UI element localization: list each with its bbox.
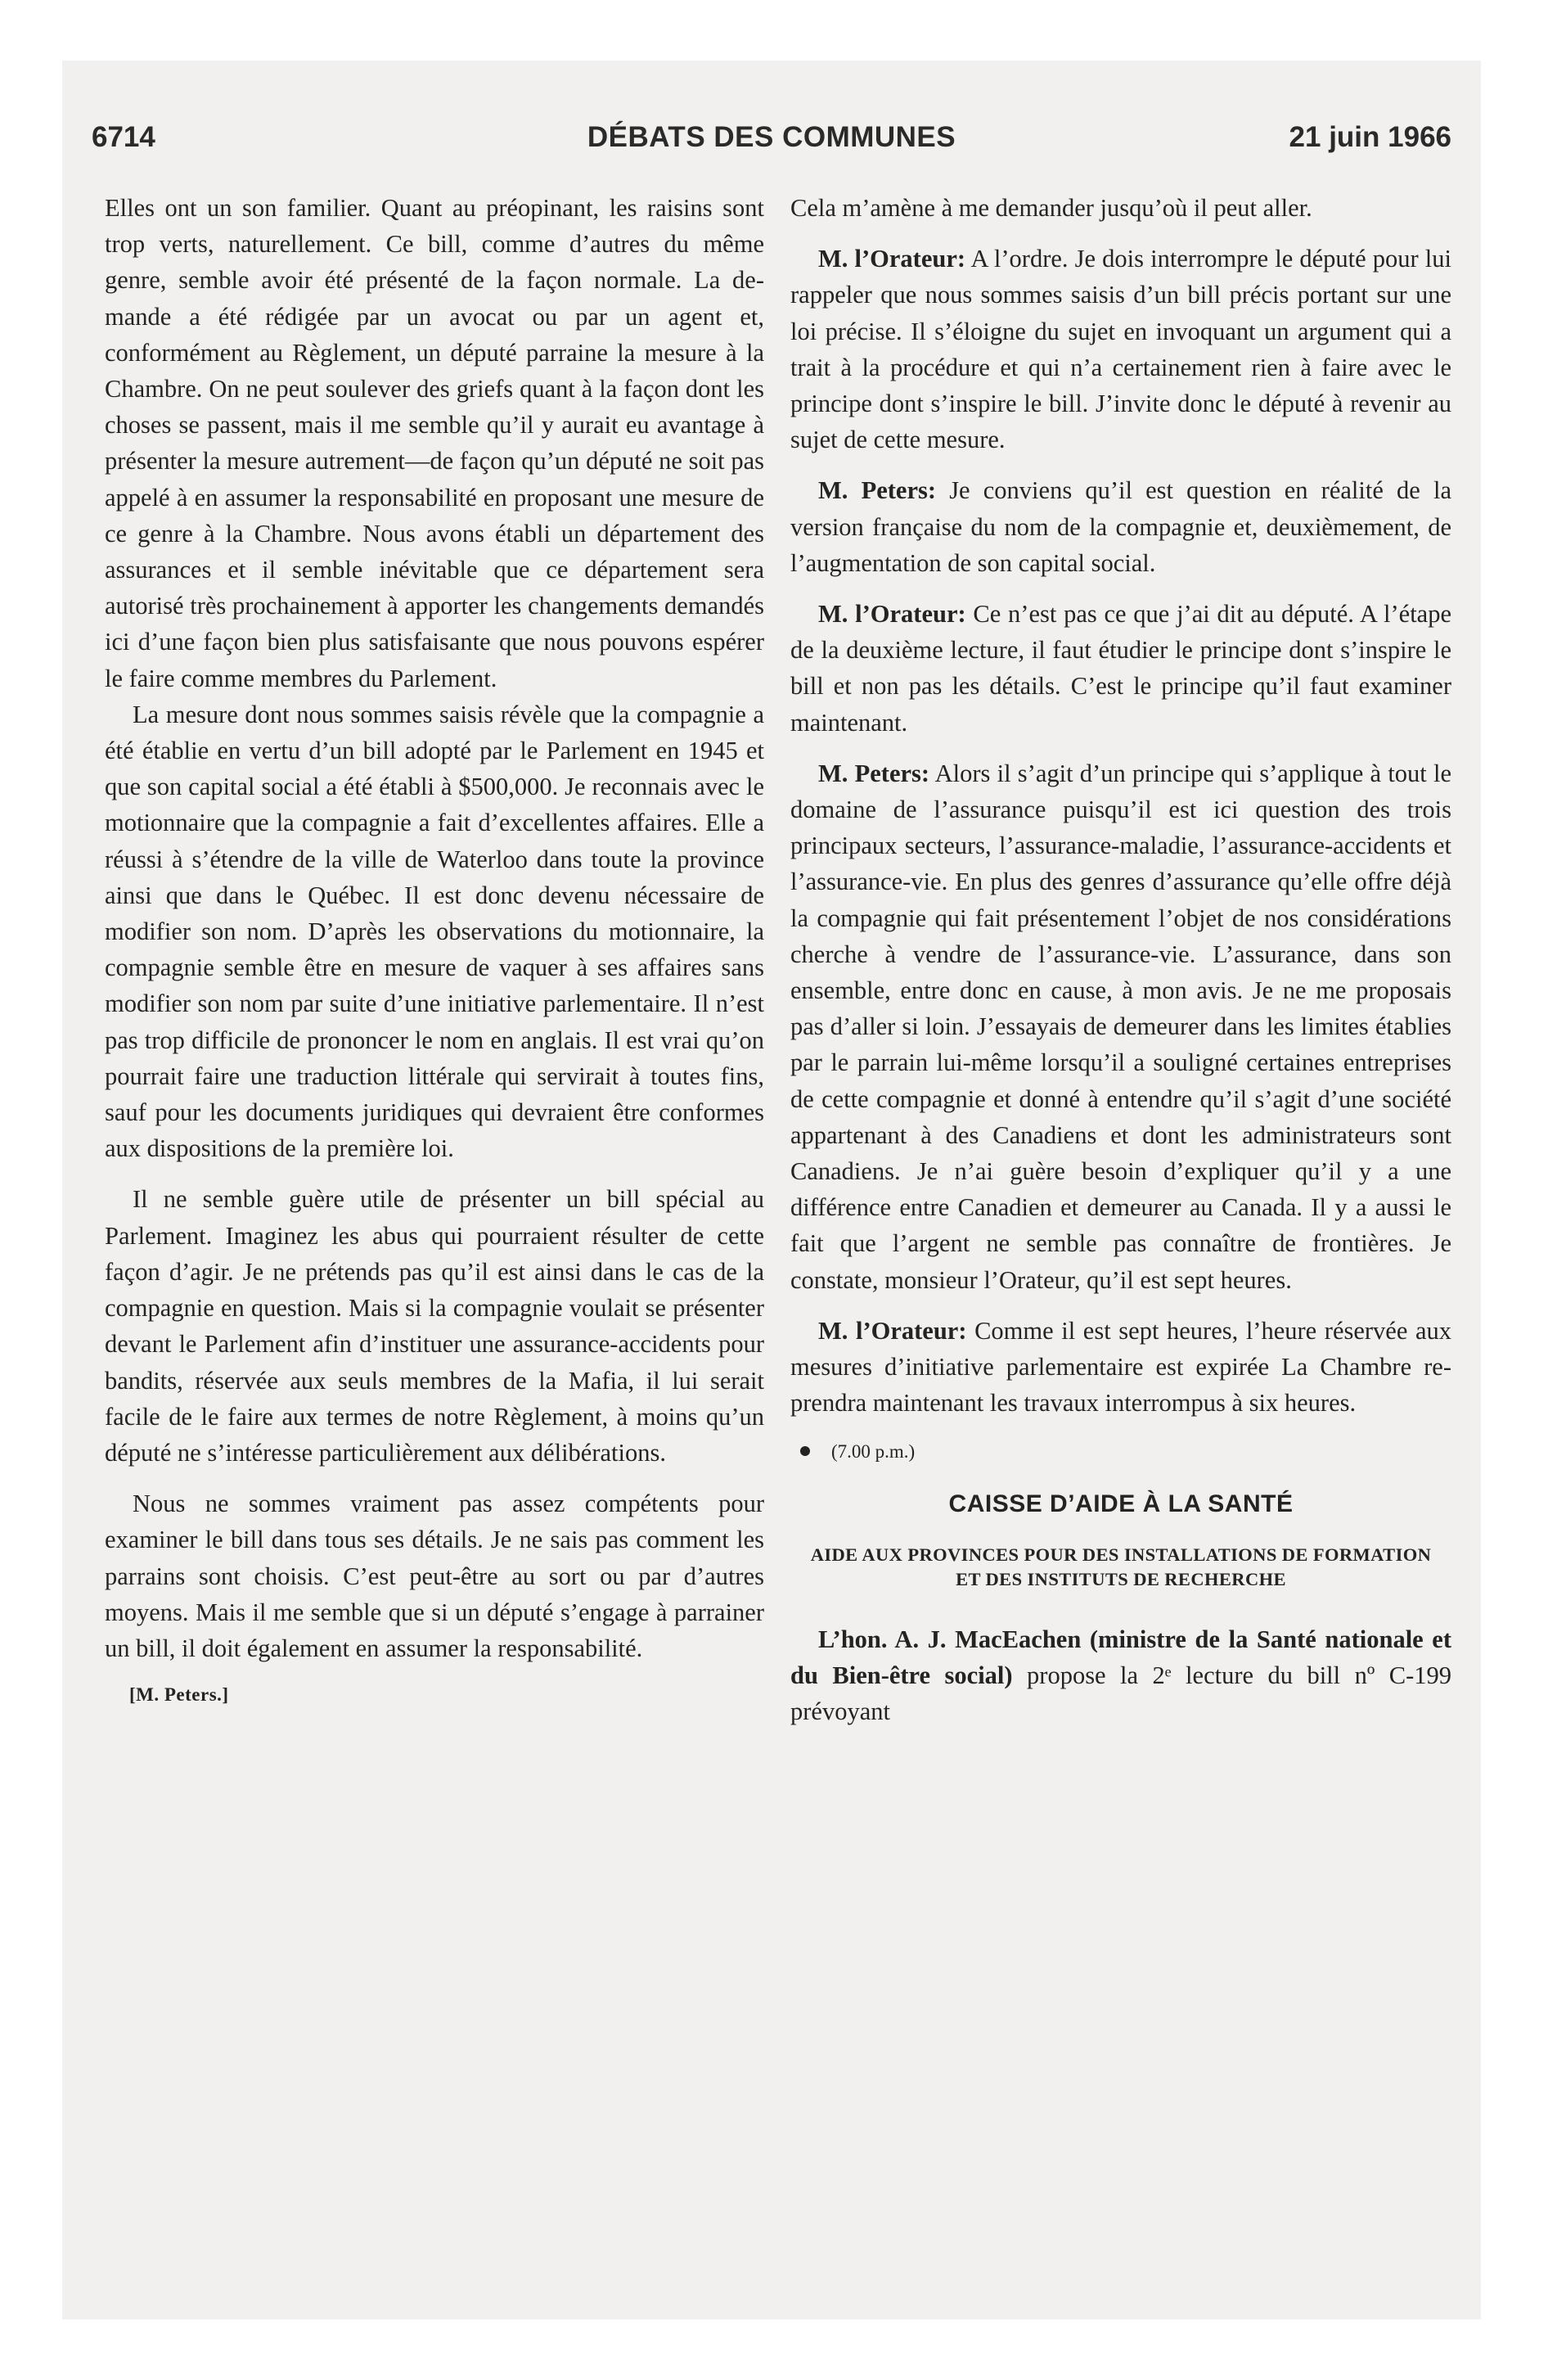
speech-text: propose la 2ᵉ lecture du bill nº C-199 prévoyant	[790, 1661, 1451, 1725]
section-heading: CAISSE D’AIDE À LA SANTÉ	[948, 1490, 1294, 1517]
running-title: DÉBATS DES COMMUNES	[587, 121, 956, 153]
speech-text: Ce n’est pas ce que j’ai dit au député. A l’étape de la deuxième lecture, il faut étudier le principe dont s’inspire le bill et non pas les détails. C’est le principe qu’il faut examiner maintenant.	[790, 600, 1451, 737]
speaker-name: M. Peters:	[818, 759, 930, 787]
speech-paragraph	[790, 755, 1451, 1298]
speech-paragraph	[790, 596, 1451, 741]
speech-text: Comme il est sept heures, l’heure réservée aux mesures d’initiative parlementaire est expirée La Chambre reprendra maintenant les travaux interrompus à six heures.	[790, 1316, 1451, 1418]
paragraph: Cela m’amène à me demander jusqu’où il peut aller.	[790, 194, 1312, 222]
speech-paragraph	[790, 472, 1451, 581]
page-header	[92, 121, 1451, 162]
speaker-name: L’hon. A. J. MacEachen (ministre de la Santé nationale et du Bien-être social)	[790, 1625, 1451, 1689]
paragraph: Elles ont un son familier. Quant au préopinant, les raisins sont trop verts, naturellement. Ce bill, comme d’autres du même genre, semble avoir été présenté de la façon normale. La demande a été rédigée par un avocat ou par un agent et, conformément au Règlement, un député parraine la mesure à la Chambre. On ne peut soulever des griefs quant à la façon dont les choses se passent, mais il me semble qu’il y aurait eu avantage à présenter la mesure autrement—de façon qu’un député ne soit pas appelé à en assumer la responsabilité en proposant une mesure de ce genre à la Chambre. Nous avons établi un département des assurances et il semble inévitable que ce département sera autorisé très prochainement à apporter les changements demandés ici d’une façon bien plus satisfaisante que nous pouvons espérer le faire comme membres du Parlement.	[105, 194, 764, 692]
speech-text: Je conviens qu’il est question en réalité de la version française du nom de la compagnie et, deuxièmement, de l’augmentation de son capital social.	[790, 476, 1451, 577]
speech-text: A l’ordre. Je dois interrompre le député pour lui rappeler que nous sommes saisis d’un bill précis portant sur une loi précise. Il s’éloigne du sujet en invoquant un argument qui a trait à la procédure et qui n’a certainement rien à faire avec le principe dont s’inspire le bill. J’invite donc le député à revenir au sujet de cette mesure.	[790, 245, 1451, 454]
paragraph: Il ne semble guère utile de présenter un bill spécial au Parlement. Imaginez les abus qui pourraient résulter de cette façon d’agir. Je ne prétends pas qu’il est ainsi dans le cas de la compagnie en question. Mais si la compagnie voulait se présenter devant le Parlement afin d’instituer une assurance-accidents pour bandits, réservée aux seuls membres de la Mafia, il lui serait facile de le faire aux termes de notre Règlement, à moins qu’un député ne s’intéresse particulièrement aux délibérations.	[105, 1185, 764, 1467]
paragraph: Nous ne sommes vraiment pas assez compétents pour examiner le bill dans tous ses détails. Je ne sais pas comment les parrains sont choisis. C’est peut-être au sort ou par d’autres moyens. Mais il me semble que si un député s’engage à parrainer un bill, il doit également en assumer la responsabilité.	[105, 1490, 764, 1662]
speaker-name: M. l’Orateur:	[818, 245, 966, 273]
speaker-attribution: [M. Peters.]	[129, 1684, 229, 1706]
speech-paragraph	[790, 1621, 1451, 1730]
speech-paragraph	[790, 241, 1451, 458]
time-marker	[790, 1438, 1451, 1466]
speaker-name: M. l’Orateur:	[818, 600, 966, 629]
time-marker-text: (7.00 p.m.)	[831, 1440, 916, 1462]
left-column	[105, 190, 764, 1707]
paragraph: La mesure dont nous sommes saisis révèle que la compagnie a été établie en vertu d’un bill adopté par le Parlement en 1945 et que son capital social a été établi à $500,000. Je reconnais avec le motionnaire que la compagnie a fait d’excellentes affaires. Elle a réussi à s’étendre de la ville de Waterloo dans toute la province ainsi que dans le Québec. Il est donc devenu nécessaire de modifier son nom. D’après les observations du motionnaire, la compagnie semble être en mesure de vaquer à ses affaires sans modifier son nom par suite d’une initiative parlementaire. Il n’est pas trop difficile de prononcer le nom en anglais. Il est vrai qu’on pourrait faire une traduction littérale qui servirait à toutes fins, sauf pour les documents juridiques qui devraient être conformes aux dispositions de la première loi.	[105, 700, 764, 1163]
speaker-name: M. Peters:	[818, 476, 937, 505]
bullet-icon	[800, 1446, 810, 1456]
header-date: 21 juin 1966	[1289, 121, 1451, 153]
speech-text: Alors il s’agit d’un principe qui s’applique à tout le domaine de l’assurance puisqu’il est ici question des trois principaux secteurs, l’assurance-maladie, l’assurance-accidents et l’assurance-vie. En plus des genres d’assurance qu’elle offre déjà la compagnie qui fait présentement l’objet de nos considérations cherche à vendre de l’assurance-vie. L’assurance, dans son ensemble, entre donc en cause, à mon avis. Je ne me proposais pas d’aller si loin. J’essayais de demeurer dans les limites établies par le parrain lui-même lorsqu’il a souligné certaines entreprises de cette compagnie et donné à entendre qu’il s’agit d’une société appartenant à des Canadiens et dont les administrateurs sont Canadiens. Je n’ai guère besoin d’expliquer qu’il y a une différence entre Canadien et demeurer au Canada. Il y a aussi le fait que l’argent ne semble pas connaître de frontières. Je constate, monsieur l’Orateur, qu’il est sept heures.	[790, 759, 1451, 1294]
right-column	[790, 190, 1451, 1729]
speaker-name: M. l’Orateur:	[818, 1316, 967, 1345]
section-subheading: AIDE AUX PROVINCES POUR DES INSTALLATIONS DE FORMATION ET DES INSTITUTS DE RECHERCHE	[810, 1544, 1432, 1589]
speech-paragraph	[790, 1313, 1451, 1422]
page-number: 6714	[92, 121, 155, 153]
